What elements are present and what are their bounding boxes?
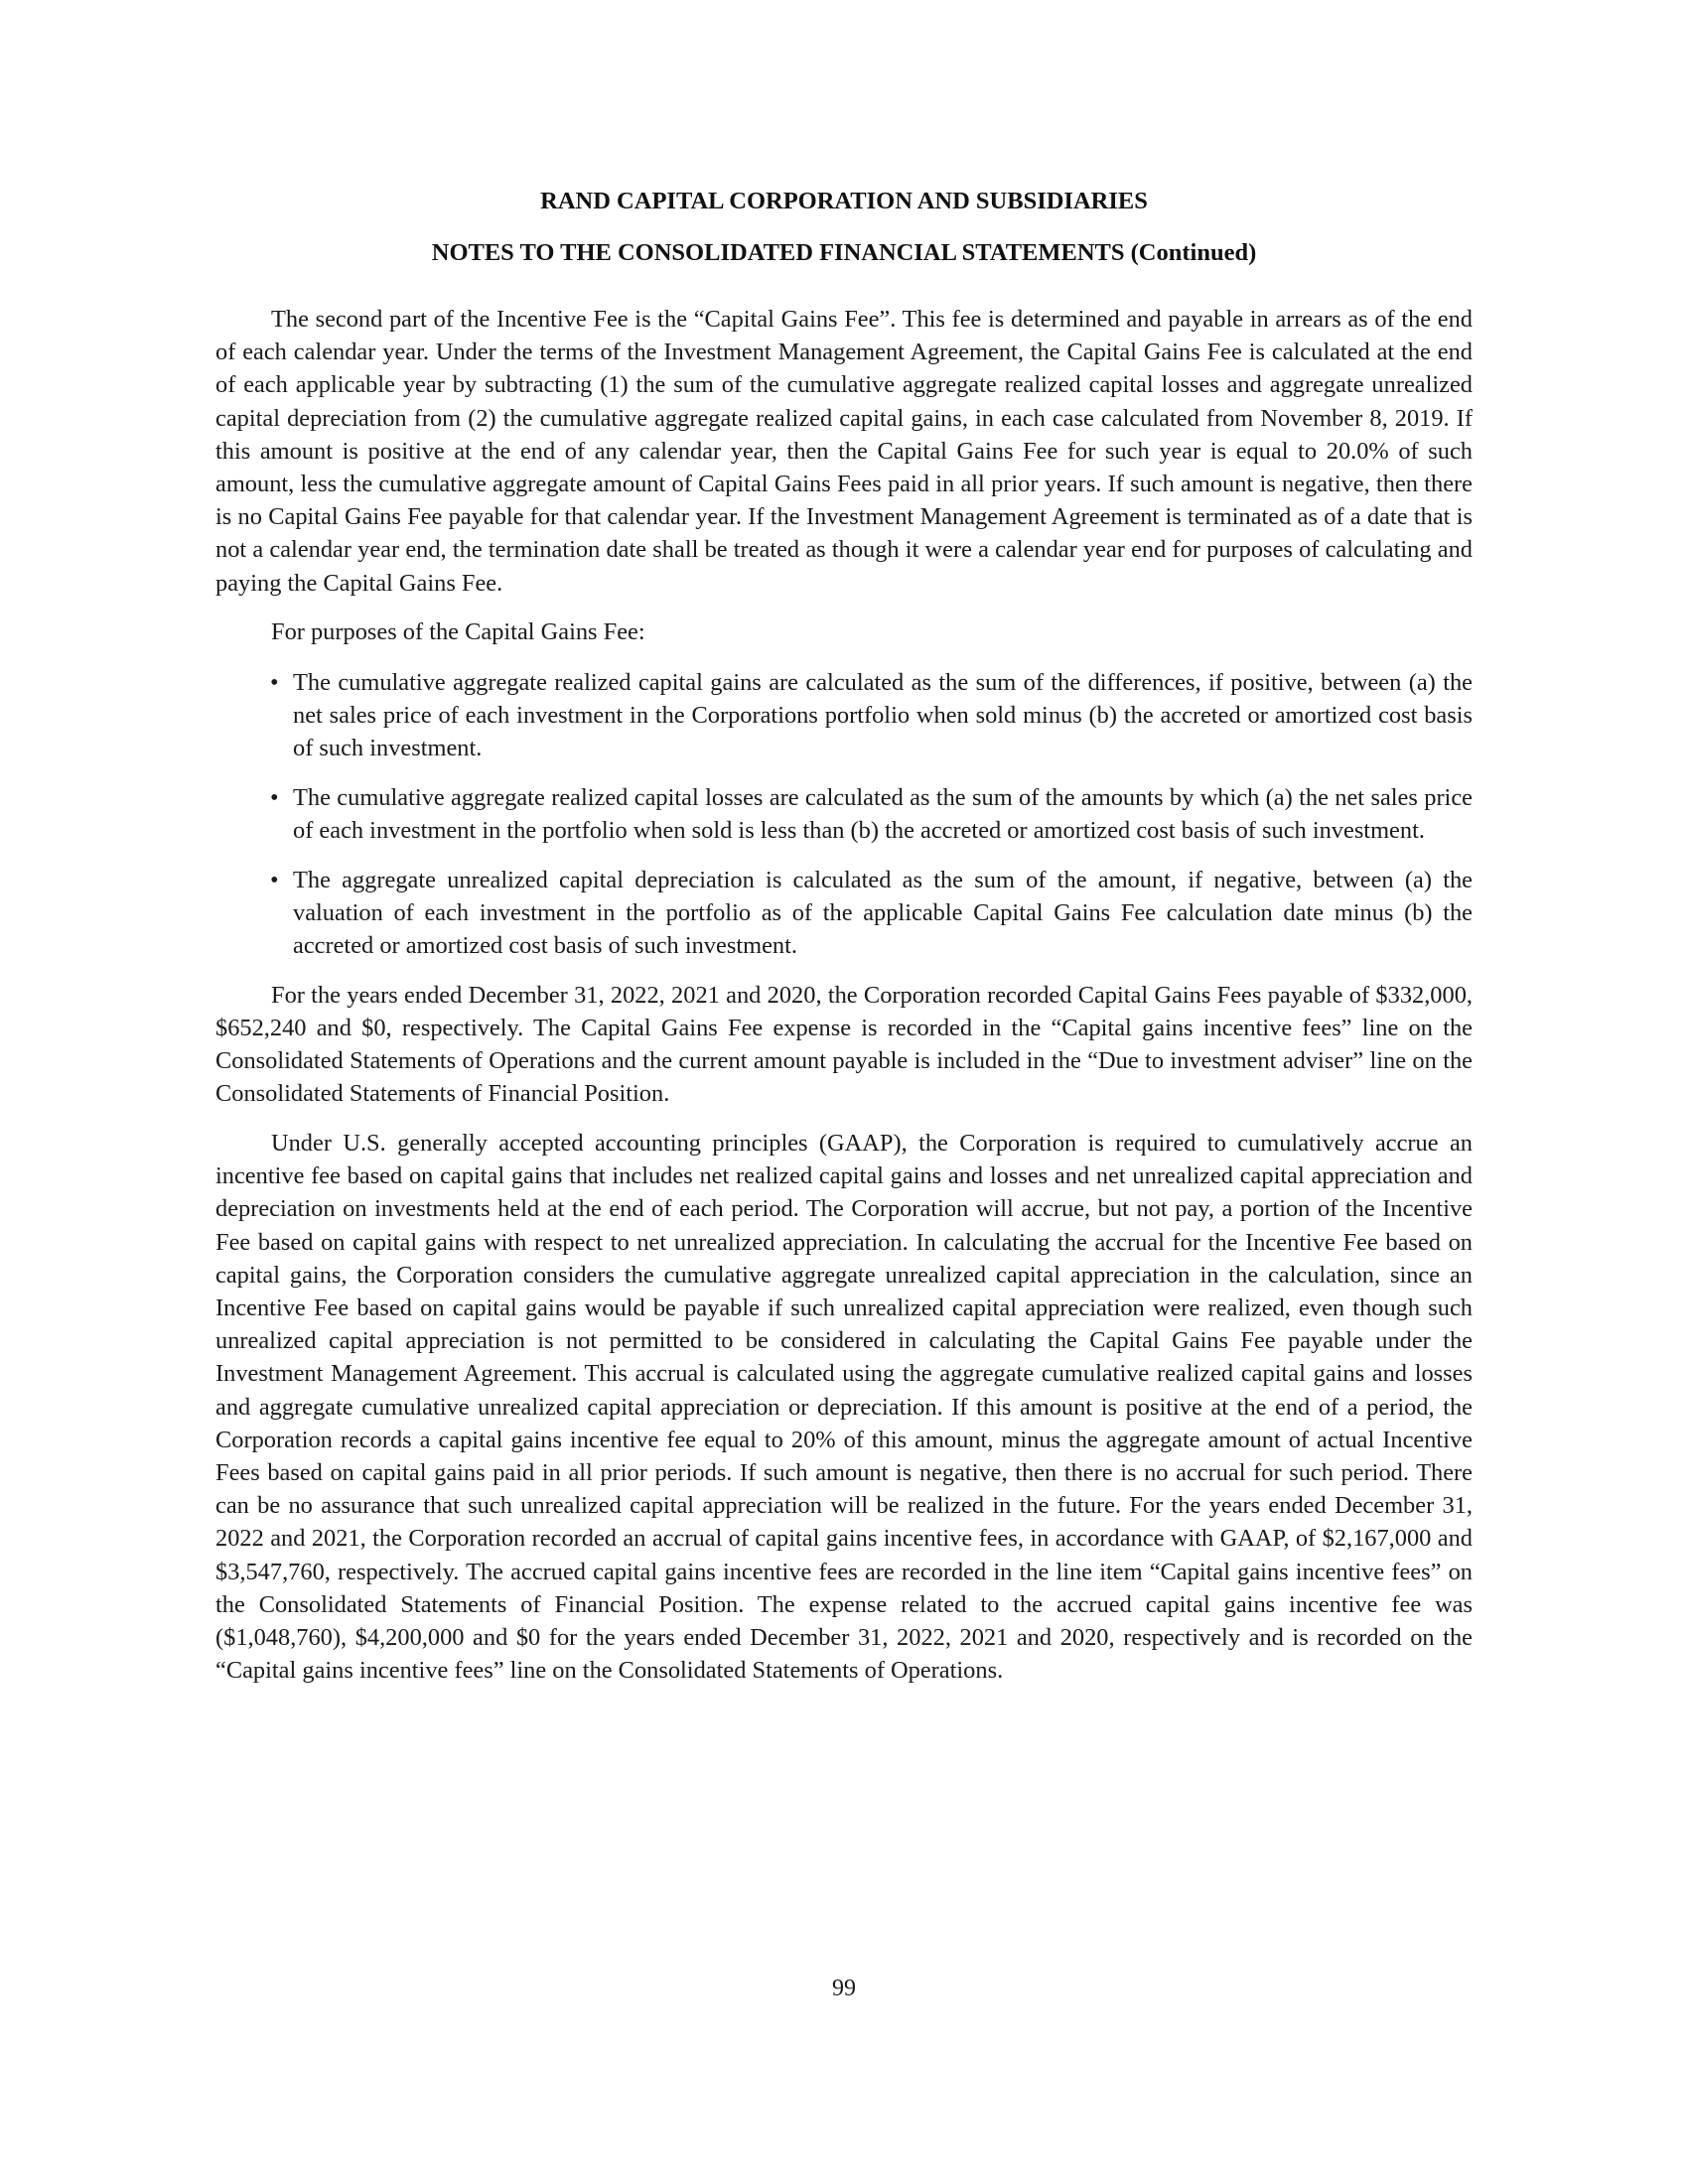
capital-gains-fee-paragraph: The second part of the Incentive Fee is the “Capital Gains Fee”. This fee is determined and payable in arrears as of the end of each calendar year. Under the terms of the Investment Management Agreement, the Capital Gains Fee is calculated at the end of each applicable year by subtracting (1) the sum of the cumulative aggregate realized capital losses and aggregate unrealized capital depreciation from (2) the cumulative aggregate realized capital gains, in each case calculated from November 8, 2019. If this amount is positive at the end of any calendar year, then the Capital Gains Fee for such year is equal to 20.0% of such amount, less the cumulative aggregate amount of Capital Gains Fees paid in all prior years. If such amount is negative, then there is no Capital Gains Fee payable for that calendar year. If the Investment Management Agreement is terminated as of a date that is not a calendar year end, the termination date shall be treated as though it were a calendar year end for purposes of calculating and paying the Capital Gains Fee. (215, 306, 1473, 597)
gaap-accrual-paragraph: Under U.S. generally accepted accounting principles (GAAP), the Corporation is required to cumulatively accrue an incentive fee based on capital gains that includes net realized capital gains and losses and net unrealized capital appreciation and depreciation on investments held at the end of each period. The Corporation will accrue, but not pay, a portion of the Incentive Fee based on capital gains with respect to net unrealized appreciation. In calculating the accrual for the Incentive Fee based on capital gains, the Corporation considers the cumulative aggregate unrealized capital appreciation in the calculation, since an Incentive Fee based on capital gains would be payable if such unrealized capital appreciation were realized, even though such unrealized capital appreciation is not permitted to be considered in calculating the Capital Gains Fee payable under the Investment Management Agreement. This accrual is calculated using the aggregate cumulative realized capital gains and losses and aggregate cumulative unrealized capital appreciation or depreciation. If this amount is positive at the end of a period, the Corporation records a capital gains incentive fee equal to 20% of this amount, minus the aggregate amount of actual Incentive Fees based on capital gains paid in all prior periods. If such amount is negative, then there is no accrual for such period. There can be no assurance that such unrealized capital appreciation will be realized in the future. For the years ended December 31, 2022 and 2021, the Corporation recorded an accrual of capital gains incentive fees, in accordance with GAAP, of $2,167,000 and $3,547,760, respectively. The accrued capital gains incentive fees are recorded in the line item “Capital gains incentive fees” on the Consolidated Statements of Financial Position. The expense related to the accrued capital gains incentive fee was ($1,048,760), $4,200,000 and $0 for the years ended December 31, 2022, 2021 and 2020, respectively and is recorded on the “Capital gains incentive fees” line on the Consolidated Statements of Operations. (215, 1129, 1473, 1685)
bullet-text: The aggregate unrealized capital depreciation is calculated as the sum of the amount, if negative, between (a) the valuation of each investment in the portfolio as of the applicable Capital Gains Fee calculation date minus (b) the accreted or amortized cost basis of such investment. (293, 866, 1473, 959)
bullet-text: The cumulative aggregate realized capital gains are calculated as the sum of the differences, if positive, between (a) the net sales price of each investment in the Corporations portfolio when sold minus (b) the accreted or amortized cost basis of such investment. (293, 668, 1473, 761)
bullet-icon: • (270, 668, 279, 696)
document-body (215, 303, 1473, 1704)
list-item (215, 864, 1473, 963)
bullet-icon: • (270, 866, 279, 893)
capital-gains-fees-payable-paragraph: For the years ended December 31, 2022, 2021 and 2020, the Corporation recorded Capital Gains Fees payable of $332,000, $652,240 and $0, respectively. The Capital Gains Fee expense is recorded in the “Capital gains incentive fees” line on the Consolidated Statements of Operations and the current amount payable is included in the “Due to investment adviser” line on the Consolidated Statements of Financial Position. (215, 981, 1473, 1108)
list-item (215, 666, 1473, 765)
bullet-text: The cumulative aggregate realized capital losses are calculated as the sum of the amounts by which (a) the net sales price of each investment in the portfolio when sold is less than (b) the accreted or amortized cost basis of such investment. (293, 783, 1473, 844)
capital-gains-fee-intro: For purposes of the Capital Gains Fee: (271, 618, 645, 646)
bullet-icon: • (270, 783, 279, 811)
section-title: NOTES TO THE CONSOLIDATED FINANCIAL STATEMENTS (Continued) (431, 239, 1257, 266)
capital-gains-fee-definitions-list (215, 666, 1473, 963)
company-title: RAND CAPITAL CORPORATION AND SUBSIDIARIES (540, 188, 1148, 214)
list-item (215, 781, 1473, 847)
page-number: 99 (832, 1976, 856, 2001)
